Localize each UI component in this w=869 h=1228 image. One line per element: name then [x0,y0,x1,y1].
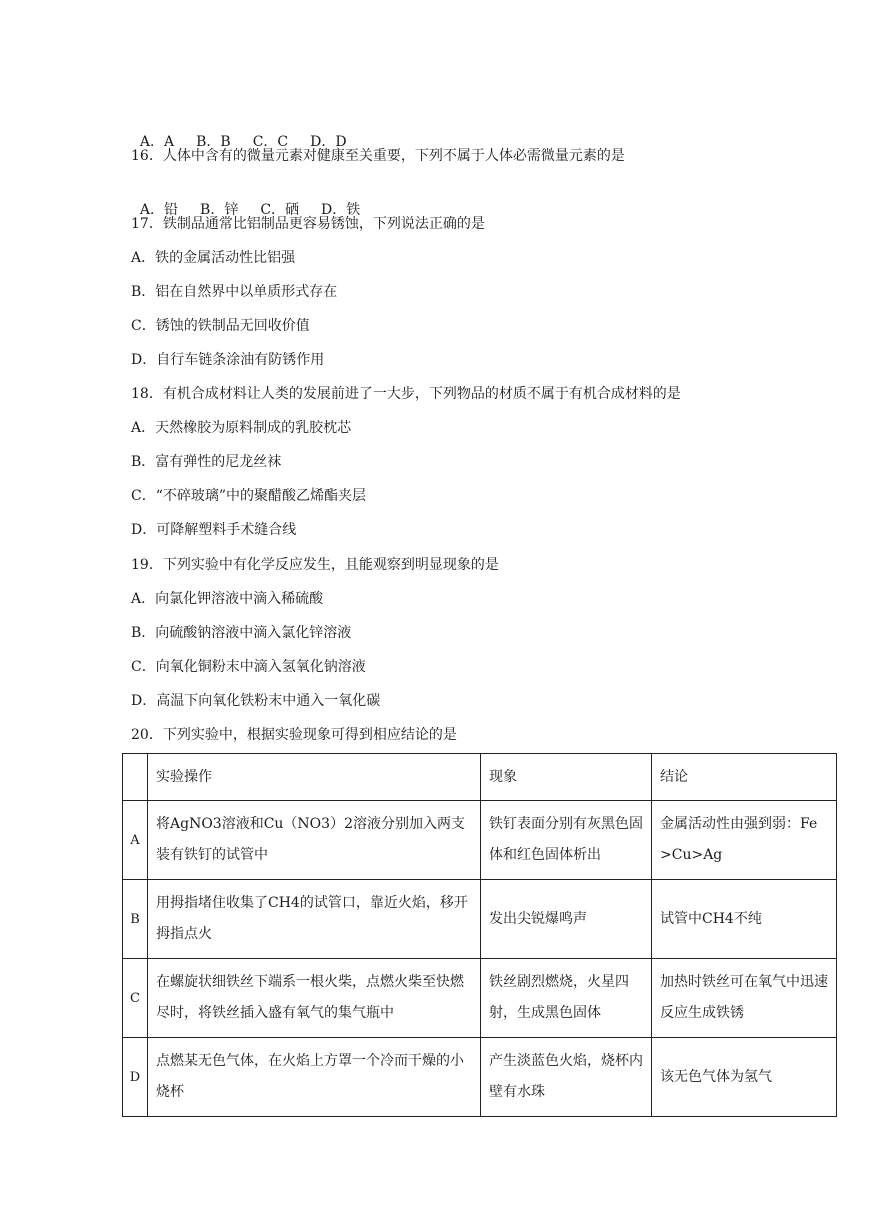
q19-stem: 19．下列实验中有化学反应发生，且能观察到明显现象的是 [131,557,499,573]
q19-option-b: B．向硫酸钠溶液中滴入氯化锌溶液 [131,625,352,641]
q16-option-d: D．铁 [321,202,361,218]
q19-option-a: A．向氯化钾溶液中滴入稀硫酸 [131,591,324,607]
table-header-phenomenon: 现象 [481,754,652,801]
table-row [123,1038,837,1117]
row-label: C [123,959,148,1038]
table-row [123,880,837,959]
q16-option-a: A．铅 [139,202,179,218]
q16-option-c: C．硒 [260,202,300,218]
q16-option-b: B．锌 [200,202,239,218]
row-conclusion: 该无色气体为氢气 [652,1038,837,1117]
q17-option-d: D．自行车链条涂油有防锈作用 [131,352,325,368]
row-conclusion: 试管中CH4不纯 [652,880,837,959]
row-operation: 点燃某无色气体，在火焰上方罩一个冷而干燥的小烧杯 [148,1038,481,1117]
row-conclusion: 加热时铁丝可在氧气中迅速反应生成铁锈 [652,959,837,1038]
row-label: A [123,801,148,880]
q17-option-b: B．铝在自然界中以单质形式存在 [131,284,338,300]
row-label: B [123,880,148,959]
q15-option-c: C．C [252,134,289,150]
row-label: D [123,1038,148,1117]
q20-experiment-table [122,753,837,1117]
q16-stem: 16．人体中含有的微量元素对健康至关重要，下列不属于人体必需微量元素的是 [131,148,625,164]
row-phenomenon: 铁丝剧烈燃烧，火星四射，生成黑色固体 [481,959,652,1038]
q18-stem: 18．有机合成材料让人类的发展前进了一大步，下列物品的材质不属于有机合成材料的是 [131,386,681,402]
q15-option-a: A．A [139,134,175,150]
q18-option-d: D．可降解塑料手术缝合线 [131,522,297,538]
table-header-conclusion: 结论 [652,754,837,801]
table-header-blank [123,754,148,801]
q19-option-d: D．高温下向氧化铁粉末中通入一氧化碳 [131,693,381,709]
q15-option-d: D．D [310,134,347,150]
q20-stem: 20．下列实验中，根据实验现象可得到相应结论的是 [131,727,457,743]
q18-option-a: A．天然橡胶为原料制成的乳胶枕芯 [131,420,352,436]
q15-option-b: B．B [196,134,231,150]
row-operation: 将AgNO3溶液和Cu（NO3）2溶液分别加入两支装有铁钉的试管中 [148,801,481,880]
q18-option-b: B．富有弹性的尼龙丝袜 [131,454,282,470]
table-header-operation: 实验操作 [148,754,481,801]
row-operation: 用拇指堵住收集了CH4的试管口，靠近火焰，移开拇指点火 [148,880,481,959]
table-row [123,801,837,880]
q17-stem: 17．铁制品通常比铝制品更容易锈蚀，下列说法正确的是 [131,216,485,232]
row-operation: 在螺旋状细铁丝下端系一根火柴，点燃火柴至快燃尽时，将铁丝插入盛有氧气的集气瓶中 [148,959,481,1038]
q18-option-c: C．“不碎玻璃”中的聚醋酸乙烯酯夹层 [131,488,367,504]
q17-option-c: C．锈蚀的铁制品无回收价值 [131,318,310,334]
row-phenomenon: 产生淡蓝色火焰，烧杯内壁有水珠 [481,1038,652,1117]
q17-option-a: A．铁的金属活动性比铝强 [131,250,296,266]
row-phenomenon: 铁钉表面分别有灰黑色固体和红色固体析出 [481,801,652,880]
table-header-row [123,754,837,801]
q19-option-c: C．向氧化铜粉末中滴入氢氧化钠溶液 [131,659,366,675]
row-conclusion: 金属活动性由强到弱：Fe>Cu>Ag [652,801,837,880]
table-row [123,959,837,1038]
row-phenomenon: 发出尖锐爆鸣声 [481,880,652,959]
